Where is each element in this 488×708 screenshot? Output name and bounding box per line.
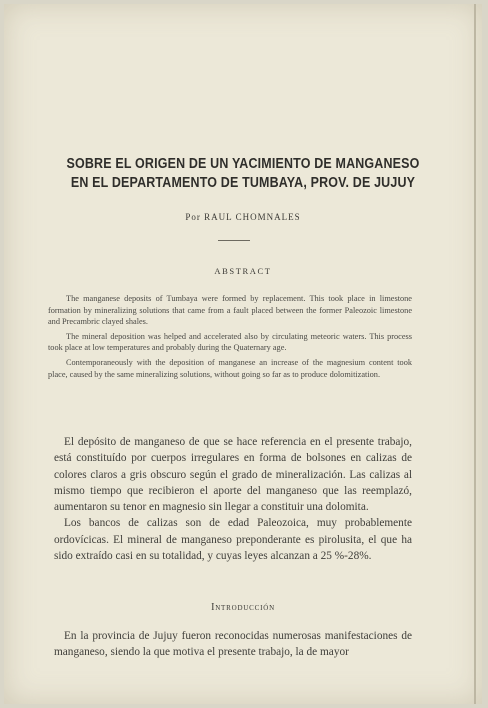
abstract-paragraph: The mineral deposition was helped and accelerated also by circulating meteoric waters. This process took place at low temperatures and probably during the Quaternary age.: [48, 331, 412, 353]
body-paragraph: Los bancos de calizas son de edad Paleozoica, muy probablemente ordovícicas. El mineral de manganeso preponderante es pirolusita, el que ha sido extraído casi en su totalidad, y cuyas leyes alcanzan a 25 %-28%.: [54, 517, 412, 563]
title-line-1: SOBRE EL ORIGEN DE UN YACIMIENTO DE MANGANESO: [66, 156, 420, 172]
body-text: [54, 434, 412, 564]
abstract-paragraph: Contemporaneously with the deposition of manganese an increase of the magnesium content took place, caused by the same mineralizing solutions, without going so far as to produce dolomitization.: [48, 357, 412, 379]
title-divider: [218, 240, 250, 241]
introduction-heading: Introducción: [211, 602, 275, 613]
title-line-2: EN EL DEPARTAMENTO DE TUMBAYA, PROV. DE JUJUY: [70, 175, 416, 191]
page-edge-shadow: [474, 4, 476, 704]
body-paragraph: El depósito de manganeso de que se hace referencia en el presente trabajo, está constituído por cuerpos irregulares en forma de bolsones en calizas de colores claros a gris obscuro según el grado de mineralización. Las calizas al mismo tiempo que recibieron el aporte del manganeso que las reemplazó, aumentaron su tenor en magnesio sin llegar a constituir una dolomita.: [54, 436, 412, 514]
abstract-heading: ABSTRACT: [214, 266, 272, 276]
author-line: Por RAUL CHOMNALES: [185, 212, 301, 222]
introduction-text: [54, 628, 412, 661]
abstract-block: [48, 293, 412, 383]
abstract-paragraph: The manganese deposits of Tumbaya were formed by replacement. This took place in limestone formation by mineralizing solutions that came from a fault placed between the former Paleozoic limestone and Precambric clayed shales.: [48, 294, 412, 327]
introduction-paragraph: En la provincia de Jujuy fueron reconocidas numerosas manifestaciones de manganeso, siendo la que motiva el presente trabajo, la de mayor: [54, 630, 412, 659]
paper-page: [4, 4, 482, 704]
